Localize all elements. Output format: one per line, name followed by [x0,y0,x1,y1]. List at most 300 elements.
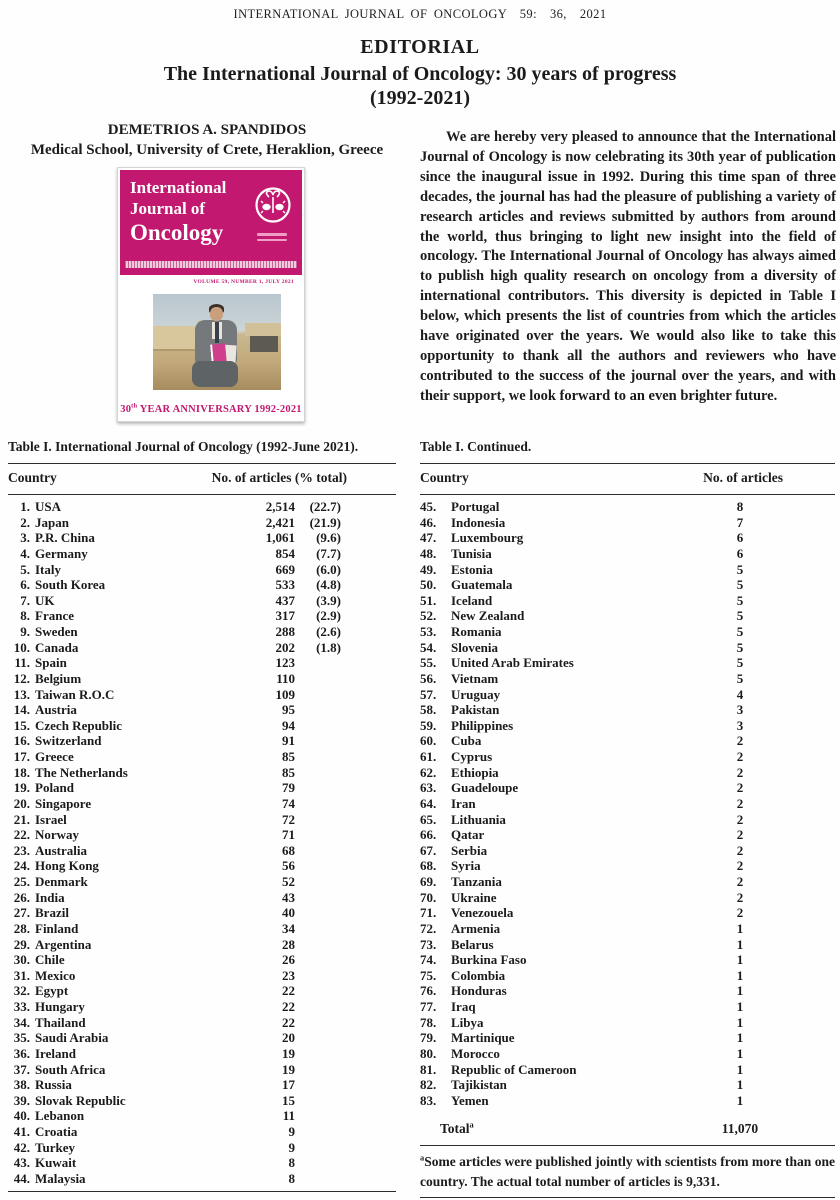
table-row [420,968,835,984]
row-article-count: 40 [282,905,295,921]
table-row [420,874,835,890]
anniversary-banner: 30th YEAR ANNIVERSARY 1992-2021 [120,402,302,415]
table-row [8,499,396,515]
row-rank: 64. [420,795,437,811]
table-row [420,1077,835,1093]
row-country: Singapore [35,795,92,811]
row-article-count: 123 [275,655,295,671]
row-country: Serbia [451,842,488,858]
row-percent: (3.9) [316,592,341,608]
row-article-count: 2 [736,842,744,858]
row-country: Tajikistan [451,1077,507,1093]
row-percent [295,1093,341,1109]
article-title-line1: The International Journal of Oncology: 30 years of progress [163,63,677,85]
row-percent [295,937,341,953]
table-row [8,796,396,812]
table-body [8,495,396,1192]
row-percent [295,765,341,781]
row-rank: 37. [13,1061,30,1077]
row-country: Australia [35,842,87,858]
row-article-count: 26 [282,952,295,968]
table-row [8,718,396,734]
row-article-count: 19 [282,1061,295,1077]
row-country: Italy [35,561,61,577]
row-article-count: 202 [275,639,295,655]
row-rank: 76. [420,983,437,999]
row-country: Slovenia [451,639,498,655]
row-country: Denmark [35,874,88,889]
table-row [420,655,835,671]
table-row [420,921,835,937]
row-article-count: 17 [282,1077,295,1093]
row-article-count: 79 [282,780,295,796]
row-rank: 10. [13,639,30,655]
row-article-count: 34 [282,920,295,936]
row-country: UK [35,592,55,608]
row-rank: 82. [420,1077,437,1093]
cover-masthead [120,170,302,275]
row-article-count: 20 [282,1030,295,1046]
row-country: Iraq [451,999,476,1014]
column-header-country: Country [420,470,469,485]
row-article-count: 6 [736,545,744,561]
row-percent [295,702,341,718]
row-percent [295,733,341,749]
two-crabs-oncology-logo-icon [253,185,293,225]
row-country: Mexico [35,967,76,983]
row-percent [295,718,341,734]
row-percent: (21.9) [309,514,341,530]
row-article-count: 5 [736,624,744,639]
row-article-count: 2 [736,905,744,921]
row-article-count: 68 [282,842,295,858]
table-row [420,718,835,734]
table-row [420,905,835,921]
row-rank: 34. [13,1014,30,1030]
row-country: Croatia [35,1124,78,1139]
issn-lines [257,233,287,244]
row-country: South Africa [35,1061,106,1077]
table-row [8,640,396,656]
row-rank: 39. [13,1092,30,1108]
table-row [420,765,835,781]
cover-title-line3: Oncology [130,220,224,245]
row-percent [295,1030,341,1046]
cover-title-line1: International [130,178,227,197]
row-rank: 5. [20,561,30,577]
row-country: Guatemala [451,577,513,593]
row-rank: 35. [13,1030,30,1046]
row-article-count: 9 [288,1139,295,1155]
table-row [8,843,396,859]
table-row [420,999,835,1015]
row-article-count: 5 [736,561,744,577]
building-block [153,326,197,351]
row-country: Saudi Arabia [35,1030,109,1046]
row-rank: 22. [13,827,30,843]
row-country: Colombia [451,967,506,983]
row-article-count: 23 [282,967,295,983]
journal-cover [117,167,305,422]
table-row [8,812,396,828]
table-row [8,562,396,578]
row-article-count: 7 [736,514,744,530]
table-row [8,765,396,781]
row-percent [295,1140,341,1156]
row-percent: (6.0) [316,561,341,577]
row-country: Russia [35,1077,72,1093]
table-row [420,702,835,718]
articles-table-main [8,438,396,1192]
table-row [420,530,835,546]
row-article-count: 5 [736,592,744,608]
row-rank: 75. [420,967,437,983]
row-rank: 66. [420,827,437,843]
row-article-count: 43 [282,889,295,905]
row-percent [295,968,341,984]
column-header-articles: No. of articles (% total) [211,470,347,485]
row-rank: 1. [20,499,30,514]
row-article-count: 9 [288,1124,295,1139]
table-row [8,921,396,937]
table-row [8,1108,396,1124]
article-title-line2: (1992-2021) [370,87,470,109]
row-rank: 30. [13,952,30,968]
row-country: Finland [35,920,79,936]
table-header-row [8,464,396,495]
row-country: The Netherlands [35,764,128,780]
table-row [420,1015,835,1031]
table-row [8,905,396,921]
row-article-count: 6 [736,530,744,546]
table-row [420,827,835,843]
editor-portrait-legs [192,361,238,387]
row-country: Honduras [451,983,507,999]
row-article-count: 5 [736,670,744,686]
row-article-count: 109 [275,686,295,702]
table-row [420,1062,835,1078]
row-percent: (4.8) [316,577,341,593]
row-country: Venezouela [451,905,514,921]
table-row [8,1077,396,1093]
row-rank: 17. [13,749,30,764]
row-country: Luxembourg [451,530,524,546]
row-rank: 60. [420,733,437,749]
row-percent [295,983,341,999]
table-row [420,640,835,656]
table-row [8,687,396,703]
table-row [420,937,835,953]
row-article-count: 2 [736,858,744,874]
column-header-country: Country [8,470,57,485]
row-article-count: 2 [736,795,744,811]
table-row [420,796,835,812]
row-percent [295,671,341,687]
table-row [420,624,835,640]
row-article-count: 1 [736,967,744,983]
row-article-count: 317 [275,608,295,624]
row-percent [295,1171,341,1187]
row-country: Libya [451,1014,484,1030]
row-country: Vietnam [451,670,499,686]
row-country: Hong Kong [35,858,99,874]
row-country: Poland [35,780,75,796]
cover-tagline-strip [125,261,297,268]
row-percent: (22.7) [309,499,341,514]
row-country: Morocco [451,1045,500,1061]
articles-table-continued [420,438,835,1198]
editor-portrait-face [210,307,223,321]
row-country: Republic of Cameroon [451,1061,577,1077]
row-percent: (7.7) [316,545,341,561]
row-country: Thailand [35,1014,86,1030]
row-percent [295,687,341,703]
row-rank: 13. [13,686,30,702]
row-country: Armenia [451,920,501,936]
table-row [8,858,396,874]
table-row [8,671,396,687]
row-percent [295,905,341,921]
row-article-count: 2 [736,889,744,905]
table-row [8,515,396,531]
row-country: Cuba [451,733,482,749]
table-row [8,1124,396,1140]
table-row [8,968,396,984]
row-article-count: 85 [282,764,295,780]
table-row [420,687,835,703]
author-affiliation: Medical School, University of Crete, Heraklion, Greece [30,142,384,158]
table-caption: Table I. International Journal of Oncology (1992-June 2021). [8,438,396,464]
row-country: Germany [35,545,88,561]
row-rank: 47. [420,530,437,546]
row-article-count: 52 [282,874,295,889]
row-country: Argentina [35,936,92,952]
row-percent [295,1155,341,1171]
table-row [420,1030,835,1046]
row-rank: 26. [13,889,30,905]
row-rank: 12. [13,670,30,686]
row-rank: 69. [420,874,437,889]
row-country: France [35,608,74,624]
row-article-count: 95 [282,702,295,718]
row-country: Taiwan R.O.C [35,686,115,702]
row-rank: 73. [420,936,437,952]
row-country: Slovak Republic [35,1092,126,1108]
table-caption: Table I. Continued. [420,438,835,464]
row-percent [295,812,341,828]
row-rank: 31. [13,967,30,983]
row-rank: 62. [420,764,437,780]
row-country: Philippines [451,717,514,733]
row-article-count: 72 [282,811,295,827]
table-row [8,608,396,624]
table-row [420,952,835,968]
row-country: Ethiopia [451,764,499,780]
row-country: India [35,889,65,905]
row-percent [295,1077,341,1093]
row-rank: 45. [420,499,437,514]
row-country: Ukraine [451,889,497,905]
row-article-count: 94 [282,717,295,733]
row-rank: 4. [20,545,30,561]
table-row [420,890,835,906]
row-article-count: 1 [736,1061,744,1077]
table-row [8,1046,396,1062]
table-row [420,499,835,515]
row-country: Guadeloupe [451,780,519,796]
row-rank: 54. [420,639,437,655]
table-row [420,593,835,609]
row-country: New Zealand [451,608,525,624]
row-country: Belgium [35,670,82,686]
row-country: Israel [35,811,67,827]
row-rank: 11. [14,655,30,671]
table-row [420,546,835,562]
row-rank: 81. [420,1061,437,1077]
table-row [8,624,396,640]
row-rank: 68. [420,858,437,874]
row-country: P.R. China [35,530,95,546]
row-rank: 20. [13,795,30,811]
row-country: Egypt [35,983,69,999]
row-article-count: 1 [736,999,744,1014]
row-country: Tunisia [451,545,492,561]
row-article-count: 1 [736,936,744,952]
row-article-count: 1 [736,1077,744,1093]
row-percent [295,952,341,968]
table-row [8,890,396,906]
table-row [8,1140,396,1156]
row-percent [295,655,341,671]
row-rank: 24. [13,858,30,874]
row-rank: 44. [13,1170,30,1186]
author-name: DEMETRIOS A. SPANDIDOS [107,122,307,138]
table-row [8,874,396,890]
row-rank: 16. [13,733,30,749]
row-article-count: 22 [282,1014,295,1030]
article-heading [0,36,840,110]
row-rank: 83. [420,1092,437,1108]
row-article-count: 22 [282,983,295,999]
row-article-count: 2 [736,811,744,827]
row-country: Portugal [451,499,500,514]
row-article-count: 2 [736,780,744,796]
row-country: Burkina Faso [451,952,527,968]
row-country: Norway [35,827,80,843]
row-country: South Korea [35,577,106,593]
row-country: Spain [35,655,67,671]
row-percent [295,874,341,890]
row-article-count: 4 [736,686,744,702]
row-country: Japan [35,514,69,530]
row-country: Lebanon [35,1108,85,1124]
row-article-count: 5 [736,577,744,593]
row-rank: 25. [13,874,30,889]
table-row [420,671,835,687]
row-country: Belarus [451,936,494,952]
row-country: Kuwait [35,1155,77,1171]
row-rank: 14. [13,702,30,718]
table-row [8,1030,396,1046]
row-rank: 28. [13,920,30,936]
row-country: Yemen [451,1092,489,1108]
article-title [0,62,840,110]
row-percent [295,1108,341,1124]
table-row [8,577,396,593]
row-article-count: 3 [736,717,744,733]
section-kicker: EDITORIAL [360,36,480,58]
row-article-count: 1 [736,1045,744,1061]
row-rank: 36. [13,1045,30,1061]
row-article-count: 1 [736,920,744,936]
row-country: Malaysia [35,1170,86,1186]
row-rank: 56. [420,670,437,686]
row-rank: 70. [420,889,437,905]
row-article-count: 19 [282,1045,295,1061]
row-country: Canada [35,639,79,655]
table-footnote: $^a$Some articles were published jointly with scientists from more than one country. The actual total number of articles is 9,331. [420,1146,835,1198]
row-article-count: 2,421 [265,514,295,530]
row-rank: 7. [20,592,30,608]
row-percent [295,890,341,906]
row-rank: 80. [420,1045,437,1061]
row-country: Estonia [451,561,493,577]
row-rank: 43. [13,1155,30,1171]
table-row [8,1015,396,1031]
cover-title-line2: Journal of [130,199,206,218]
row-rank: 57. [420,686,437,702]
table-row [420,562,835,578]
row-article-count: 2 [736,874,744,889]
row-country: Indonesia [451,514,506,530]
row-percent [295,999,341,1015]
row-rank: 46. [420,514,437,530]
row-rank: 58. [420,702,437,718]
row-rank: 52. [420,608,437,624]
table-row [8,983,396,999]
row-percent [295,780,341,796]
table-row [8,593,396,609]
row-rank: 50. [420,577,437,593]
row-country: Tanzania [451,874,502,889]
row-percent: (9.6) [316,530,341,546]
row-rank: 42. [13,1139,30,1155]
row-rank: 6. [20,577,30,593]
table-row [8,749,396,765]
row-percent [295,796,341,812]
table-body [420,495,835,1108]
row-rank: 67. [420,842,437,858]
row-rank: 15. [13,717,30,733]
row-rank: 72. [420,920,437,936]
row-country: Iran [451,795,476,811]
row-article-count: 85 [282,749,295,764]
row-country: Ireland [35,1045,76,1061]
running-head: INTERNATIONAL JOURNAL OF ONCOLOGY 59: 36, 2021 [233,7,607,21]
row-country: Martinique [451,1030,515,1046]
row-article-count: 28 [282,936,295,952]
row-article-count: 15 [282,1092,295,1108]
row-article-count: 5 [736,639,744,655]
table-row [8,780,396,796]
row-country: Romania [451,624,502,639]
table-row [420,858,835,874]
row-percent [295,827,341,843]
table-row [8,702,396,718]
cover-volume-line: VOLUME 59, NUMBER 1, JULY 2021 [193,279,294,285]
row-rank: 38. [13,1077,30,1093]
row-country: Uruguay [451,686,501,702]
